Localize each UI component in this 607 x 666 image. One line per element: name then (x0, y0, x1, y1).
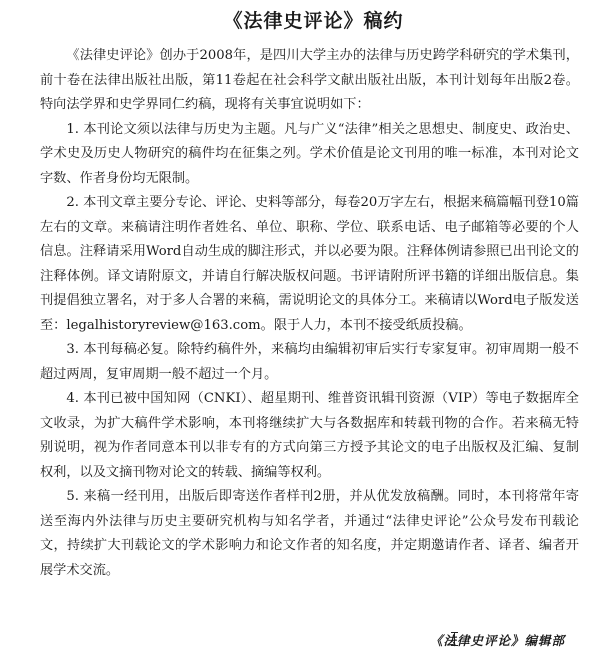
item-4-paragraph: 4. 本刊已被中国知网（CNKI）、超星期刊、维普资讯辑刊资源（VIP）等电子数据库全文收录，为扩大稿件学术影响，本刊将继续扩大与各数据库和转载刊物的合作。若来稿无特别说明，视为作者同意本刊以非专有的方式向第三方授予其论文的电子出版权及汇编、复制权利，以及文摘刊物对论文的转载、摘编等权利。 (40, 391, 579, 480)
item-5-paragraph: 5. 来稿一经刊用，出版后即寄送作者样刊2册，并从优发放稿酬。同时，本刊将常年寄送至海内外法律与历史主要研究机构与知名学者，并通过“法律史评论”公众号发布刊载论文，持续扩大刊载论文的学术影响力和论文作者的知名度，并定期邀请作者、译者、编者开展学术交流。 (40, 489, 579, 578)
document-title: 《法律史评论》稿约 (223, 10, 404, 32)
item-1-paragraph: 1. 本刊论文须以法律与历史为主题。凡与广义“法律”相关之思想史、制度史、政治史、学术史及历史人物研究的稿件均在征集之列。学术价值是论文刊用的唯一标准，本刊对论文字数、作者身份均无限制。 (40, 121, 579, 186)
item-2-paragraph: 2. 本刊文章主要分专论、评论、史料等部分，每卷20万字左右，根据来稿篇幅刊登10篇左右的文章。来稿请注明作者姓名、单位、职称、学位、联系电话、电子邮箱等必要的个人信息。注释请采用Word自动生成的脚注形式，并以必要为限。注释体例请参照已出刊论文的注释体例。译文请附原文，并请自行解决版权问题。书评请附所评书籍的详细出版信息。集刊提倡独立署名，对于多人合署的来稿，需说明论文的具体分工。来稿请以Word电子版发送至：legalhistoryreview@163.com。限于人力，本刊不接受纸质投稿。 (40, 195, 579, 333)
intro-paragraph: 《法律史评论》创办于2008年，是四川大学主办的法律与历史跨学科研究的学术集刊，前十卷在法律出版社出版，第11卷起在社会科学文献出版社出版，本刊计划每年出版2卷。特向法学界和史学界同仁约稿，现将有关事宜说明如下： (40, 48, 579, 112)
signature: 《法律史评论》编辑部 (429, 633, 565, 648)
item-3-paragraph: 3. 本刊每稿必复。除特约稿件外，来稿均由编辑初审后实行专家复审。初审周期一般不超过两周，复审周期一般不超过一个月。 (40, 342, 579, 382)
